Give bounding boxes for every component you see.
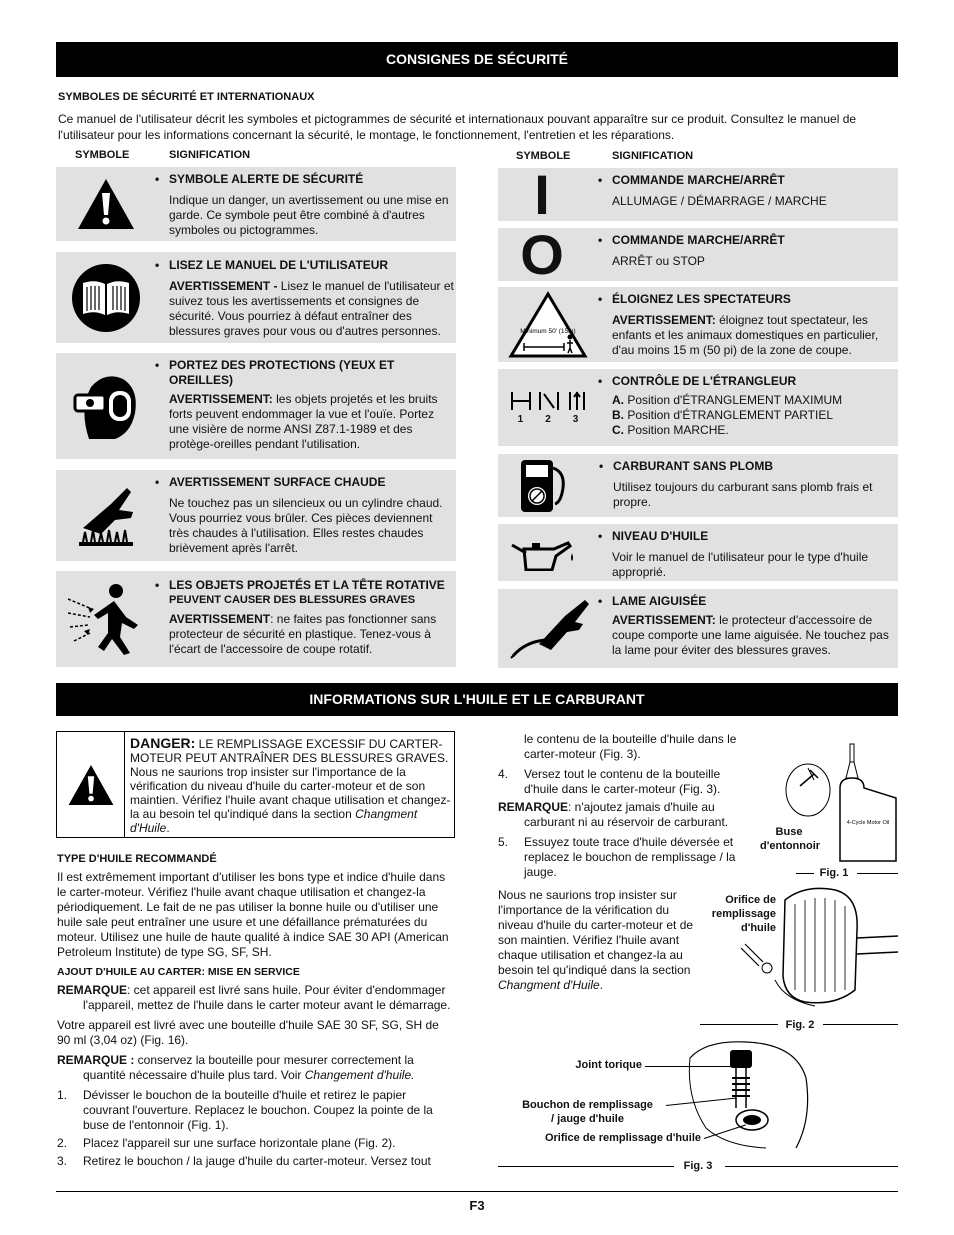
- symbol-heading: • SYMBOLE ALERTE DE SÉCURITÉ: [169, 172, 454, 187]
- remark-text: : n'ajoutez jamais d'huile au carburant ni au réservoir de carburant.: [524, 800, 729, 829]
- symbol-row: [498, 222, 898, 286]
- choke-number: 2: [545, 414, 551, 426]
- oil-level-icon: [498, 524, 588, 581]
- fig3-callout: Orifice de remplissage d'huile: [544, 1132, 701, 1144]
- fig3-callout: Joint torique: [575, 1059, 642, 1071]
- symbol-row: [498, 369, 898, 446]
- danger-box: [56, 731, 455, 838]
- symbol-heading: • COMMANDE MARCHE/ARRÊT: [612, 173, 892, 188]
- choke-number: 3: [572, 414, 579, 426]
- safety-intro: Ce manuel de l'utilisateur décrit les symboles et pictogrammes de sécurité et internationaux pouvant apparaître sur ce produit. Consultez le manuel de l'utilisateur pour les informations concernant la sécurité, le montage, le fonctionnement, l'entretien et les réparations.: [58, 112, 857, 142]
- symbol-row: [498, 524, 898, 581]
- step-continuation: le contenu de la bouteille d'huile dans le carter-moteur (Fig. 3).: [524, 732, 737, 761]
- fig2-callout: Orifice de remplissage d'huile: [711, 894, 776, 934]
- symbol-description: Indique un danger, un avertissement ou une mise en garde. Ce symbole peut être combiné à d'autres symboles ou pictogrammes.: [169, 193, 449, 237]
- divider: [857, 873, 898, 874]
- symbol-heading: • COMMANDE MARCHE/ARRÊT: [612, 233, 892, 248]
- symbol-row: [498, 287, 898, 362]
- col-header-symbol: SYMBOLE: [516, 150, 571, 162]
- fig2-label: Fig. 2: [785, 1019, 815, 1031]
- symbol-row: [498, 589, 898, 668]
- symbol-description: Utilisez toujours du carburant sans plomb frais et propre.: [613, 480, 873, 509]
- symbol-row: [56, 167, 456, 241]
- choke-number: 1: [517, 414, 524, 426]
- oil-type-heading: TYPE D'HUILE RECOMMANDÉ: [57, 853, 217, 865]
- section-bar-oil: [56, 683, 898, 716]
- step-item: 1. Dévisser le bouchon de la bouteille d'huile et retirez le papier couvrant l'ouverture. Replacez le bouchon. Coupez la pointe de la buse de l'entonnoir (Fig. 1).: [57, 1088, 433, 1132]
- section-bar-safety: [56, 42, 898, 77]
- symbol-description: Voir le manuel de l'utilisateur pour le type d'huile approprié.: [612, 550, 869, 579]
- symbol-heading: • LAME AIGUISÉE: [612, 594, 894, 609]
- eye-ear-protection-icon: [56, 353, 156, 459]
- danger-ref: Changment d'Huile: [130, 807, 418, 835]
- hot-surface-icon: [56, 470, 156, 561]
- oil-middle-column: le contenu de la bouteille d'huile dans le carter-moteur (Fig. 3). 4. Versez tout le contenu de la bouteille d'huile dans le carter-moteur (Fig. 3). REMARQUE: n'ajoutez jamais d'huile au carburant ni au réservoir de carburant. 5. Essuyez toute trace d'huile déversée et replacez le bouchon de remplissage / la jauge. Nous ne saurions trop insister sur l'importance de la vérification du niveau d'huile du carter-moteur et de son maintien. Vérifiez l'huile avant chaque utilisation et changez-la au besoin tel qu'indiqué dans la section Changment d'Huile.: [498, 732, 750, 998]
- divider: [725, 1166, 898, 1167]
- symbol-row: [498, 454, 898, 517]
- warning-lead: AVERTISSEMENT: [169, 612, 271, 626]
- keep-bystanders-away-icon: [498, 287, 598, 362]
- symbol-row: [56, 571, 456, 667]
- step-item: 5. Essuyez toute trace d'huile déversée et replacez le bouchon de remplissage / la jauge.: [498, 835, 736, 879]
- fig1-callout: Buse d'entonnoir: [760, 826, 821, 852]
- step-item: 4. Versez tout le contenu de la bouteille d'huile dans le carter-moteur (Fig. 3).: [498, 767, 721, 796]
- symbol-heading: • CONTRÔLE DE L'ÉTRANGLEUR: [612, 374, 894, 389]
- warning-lead: AVERTISSEMENT:: [612, 313, 716, 327]
- symbol-heading: • CARBURANT SANS PLOMB: [613, 459, 893, 474]
- col-header-meaning: SIGNIFICATION: [169, 149, 251, 161]
- symbol-description: Lisez le manuel de l'utilisateur et suivez tous les avertissements et consignes de sécurité. Vous pourriez à défaut entraîner des blessures graves pour vous ou d'autres personnes.: [169, 279, 454, 338]
- on-symbol-icon: I: [534, 162, 550, 226]
- oil-left-column: TYPE D'HUILE RECOMMANDÉ Il est extrêmement important d'utiliser les bons type et indice d'huile dans le carter-moteur. Vérifiez l'huile avant chaque utilisation et changez-la périodiquement. Le fait de ne pas utiliser la bonne huile ou d'utiliser une huile sale peut entraîner une usure et une défaillance prématurées du moteur. Utilisez une huile de haute qualité à indice SAE 30 API (American Petroleum Institute) de type SG, SF, SH. AJOUT D'HUILE AU CARTER: MISE EN SERVICE REMARQUE: cet appareil est livré sans huile. Pour éviter d'endommager l'appareil, mettez de l'huile dans le carter moteur avant le démarrage. Votre appareil est livré avec une bouteille d'huile SAE 30 SF, SG, SH de 90 ml (3,04 oz) (Fig. 16). REMARQUE : conservez la bouteille pour mesurer correctement la quantité nécessaire d'huile plus tard. Voir Changement d'huile. 1. Dévisser le bouchon de la bouteille d'huile et retirez le papier couvrant l'ouverture. Replacez le bouchon. Coupez la pointe de la buse de l'entonnoir (Fig. 1). 2. Placez l'appareil sur une surface horizontale plane (Fig. 2). 3. Retirez le bouchon / la jauge d'huile du carter-moteur. Versez tout: [57, 852, 455, 1169]
- col-header-symbol: SYMBOLE: [75, 149, 130, 161]
- fig3-label: Fig. 3: [683, 1160, 713, 1172]
- warning-lead: AVERTISSEMENT -: [169, 279, 281, 293]
- safety-subtitle: SYMBOLES DE SÉCURITÉ ET INTERNATIONAUX: [58, 91, 315, 103]
- symbol-heading: • AVERTISSEMENT SURFACE CHAUDE: [169, 475, 454, 490]
- symbol-heading: • PORTEZ DES PROTECTIONS (YEUX ET OREILLES): [169, 358, 454, 388]
- danger-text: DANGER: LE REMPLISSAGE EXCESSIF DU CARTER-MOTEUR PEUT ANTRAÎNER DES BLESSURES GRAVES. Nous ne saurions trop insister sur l'importance de la vérification du niveau d'huile du carter-moteur et de son maintien. Vérifiez l'huile avant chaque utilisation et changez-la au besoin tel qu'indiqué dans la section Changment d'Huile.: [130, 735, 451, 835]
- symbol-row: [56, 353, 456, 459]
- choke-control-icon: [498, 369, 598, 446]
- oil-fill-cap-illustration: [686, 1038, 812, 1150]
- alert-triangle-icon: [56, 167, 156, 241]
- bottle-label: 4-Cycle Motor Oil: [846, 820, 890, 826]
- remark-text: conservez la bouteille pour mesurer correctement la quantité nécessaire d'huile plus tard. Voir: [83, 1053, 414, 1082]
- symbol-row: [56, 252, 456, 343]
- add-oil-heading: AJOUT D'HUILE AU CARTER: MISE EN SERVICE: [57, 966, 300, 978]
- sharp-blade-icon: [498, 589, 598, 668]
- read-manual-icon: [56, 252, 156, 343]
- alert-triangle-icon: [57, 732, 125, 837]
- thrown-objects-icon: [56, 571, 156, 667]
- closing-text: Nous ne saurions trop insister sur l'importance de la vérification du niveau d'huile du carter-moteur et de son maintien. Vérifiez l'huile avant chaque utilisation et changez-la au besoin tel qu'indiqué dans la section: [498, 888, 694, 977]
- symbol-description: Ne touchez pas un silencieux ou un cylindre chaud. Vous pourriez vous brûler. Ces pièces deviennent très chaudes à l'utilisation. Elles restes chaudes brièvement après l'arrêt.: [169, 496, 443, 555]
- symbol-heading: • NIVEAU D'HUILE: [612, 529, 894, 544]
- page-number: F3: [469, 1198, 485, 1213]
- leader-line: [645, 1066, 733, 1067]
- symbol-description: ALLUMAGE / DÉMARRAGE / MARCHE: [612, 194, 827, 208]
- oil-type-body: Il est extrêmement important d'utiliser les bons type et indice d'huile dans le carter-moteur. Vérifiez l'huile avant chaque utilisation et changez-la périodiquement. Le fait de ne pas utiliser la bonne huile ou d'utiliser une huile sale peut entraîner une usure et une défaillance prématurées du moteur. Utilisez une huile de haute qualité à indice SAE 30 API (American Petroleum Institute) de type SG, SF, SH.: [57, 870, 449, 959]
- svg-text:Minimum 50' (15m): Minimum 50' (15m): [520, 327, 576, 335]
- symbol-description: les objets projetés et les bruits forts peuvent endommager la vue et l'ouïe. Portez une visière de norme ANSI Z87.1-1989 et des protège-oreilles pendant l'utilisation.: [169, 392, 438, 451]
- warning-lead: AVERTISSEMENT:: [612, 613, 716, 627]
- danger-body: Nous ne saurions trop insister sur l'importance de la vérification du niveau d'huile du carter-moteur et de son maintien. Vérifiez l'huile avant chaque utilisation et changez-la au besoin tel qu'indiqué dans la section: [130, 765, 451, 821]
- fig1-label: Fig. 1: [819, 867, 849, 879]
- symbol-description: ARRÊT ou STOP: [612, 254, 705, 268]
- symbol-description: éloignez tout spectateur, les enfants et les animaux domestiques en particulier, d'au moins 15 m (50 pi) de la zone de coupe.: [612, 313, 879, 357]
- divider: [700, 1024, 778, 1025]
- section-title: CONSIGNES DE SÉCURITÉ: [385, 51, 569, 67]
- fig3-callout: Bouchon de remplissage / jauge d'huile: [522, 1099, 653, 1125]
- unleaded-fuel-icon: [498, 454, 588, 517]
- section-title: INFORMATIONS SUR L'HUILE ET LE CARBURANT: [309, 691, 645, 707]
- warning-lead: AVERTISSEMENT:: [169, 392, 273, 406]
- danger-label: DANGER:: [130, 735, 196, 751]
- symbol-description: le protecteur d'accessoire de coupe comporte une lame aiguisée. Ne touchez pas la lame pour éviter des blessures graves.: [612, 613, 889, 657]
- footer-divider: [56, 1191, 898, 1192]
- choke-positions: A. Position d'ÉTRANGLEMENT MAXIMUM B. Position d'ÉTRANGLEMENT PARTIEL C. Position MARCHE.: [612, 393, 843, 437]
- off-symbol-icon: O: [520, 222, 564, 286]
- step-item: 2. Placez l'appareil sur une surface horizontale plane (Fig. 2).: [57, 1136, 396, 1150]
- delivered-text: Votre appareil est livré avec une bouteille d'huile SAE 30 SF, SG, SH de 90 ml (3,04 oz) (Fig. 16).: [57, 1018, 439, 1047]
- symbol-row: [498, 162, 898, 226]
- divider: [498, 1166, 674, 1167]
- divider: [796, 873, 814, 874]
- symbol-heading-line2: PEUVENT CAUSER DES BLESSURES GRAVES: [169, 594, 416, 606]
- symbol-heading: • ÉLOIGNEZ LES SPECTATEURS: [612, 292, 894, 307]
- symbol-description: : ne faites pas fonctionner sans protecteur de sécurité en plastique. Tenez-vous à l'écart de l'accessoire de coupe rotatif.: [169, 612, 437, 656]
- symbol-heading: • LES OBJETS PROJETÉS ET LA TÊTE ROTATIVE: [169, 578, 454, 593]
- divider: [823, 1024, 898, 1025]
- danger-caps: LE REMPLISSAGE EXCESSIF DU CARTER-MOTEUR PEUT ANTRAÎNER DES BLESSURES GRAVES.: [130, 737, 449, 765]
- symbol-heading: • LISEZ LE MANUEL DE L'UTILISATEUR: [169, 258, 454, 273]
- symbol-row: [56, 470, 456, 561]
- remark-text: : cet appareil est livré sans huile. Pour éviter d'endommager l'appareil, mettez de l'huile dans le carter moteur avant le démarrage.: [83, 983, 451, 1012]
- col-header-meaning: SIGNIFICATION: [612, 150, 694, 162]
- step-item: 3. Retirez le bouchon / la jauge d'huile du carter-moteur. Versez tout: [57, 1154, 431, 1168]
